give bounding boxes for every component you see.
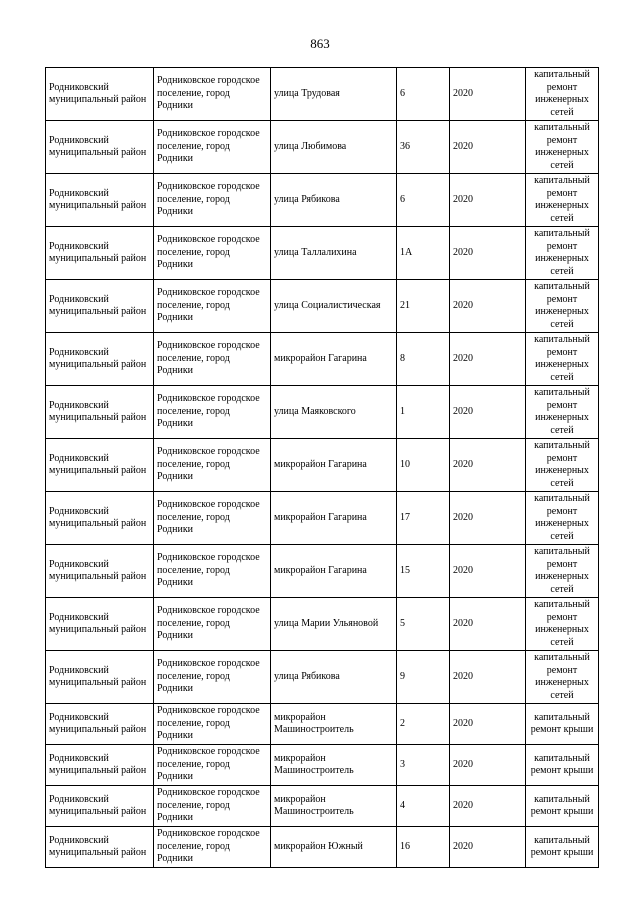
street-cell: улица Любимова xyxy=(271,121,397,174)
year-cell: 2020 xyxy=(450,651,526,704)
table-row xyxy=(46,492,599,545)
house-number-cell: 17 xyxy=(397,492,450,545)
house-number-cell: 36 xyxy=(397,121,450,174)
settlement-cell: Родниковское городское поселение, город Родники xyxy=(154,439,271,492)
street-cell: улица Социалистическая xyxy=(271,280,397,333)
settlement-cell: Родниковское городское поселение, город Родники xyxy=(154,745,271,786)
housing-repair-table xyxy=(45,67,599,868)
street-cell: улица Марии Ульяновой xyxy=(271,598,397,651)
house-number-cell: 6 xyxy=(397,174,450,227)
settlement-cell: Родниковское городское поселение, город Родники xyxy=(154,492,271,545)
work-type-cell: капитальный ремонт крыши xyxy=(526,704,599,745)
street-cell: микрорайон Машиностроитель xyxy=(271,745,397,786)
district-cell: Родниковский муниципальный район xyxy=(46,174,154,227)
district-cell: Родниковский муниципальный район xyxy=(46,227,154,280)
house-number-cell: 1 xyxy=(397,386,450,439)
street-cell: улица Таллалихина xyxy=(271,227,397,280)
district-cell: Родниковский муниципальный район xyxy=(46,704,154,745)
district-cell: Родниковский муниципальный район xyxy=(46,545,154,598)
work-type-cell: капитальный ремонт инженерных сетей xyxy=(526,386,599,439)
settlement-cell: Родниковское городское поселение, город Родники xyxy=(154,227,271,280)
settlement-cell: Родниковское городское поселение, город Родники xyxy=(154,545,271,598)
settlement-cell: Родниковское городское поселение, город Родники xyxy=(154,386,271,439)
house-number-cell: 3 xyxy=(397,745,450,786)
street-cell: микрорайон Гагарина xyxy=(271,333,397,386)
district-cell: Родниковский муниципальный район xyxy=(46,386,154,439)
work-type-cell: капитальный ремонт инженерных сетей xyxy=(526,598,599,651)
table-row xyxy=(46,439,599,492)
table-row xyxy=(46,545,599,598)
table-row xyxy=(46,68,599,121)
settlement-cell: Родниковское городское поселение, город Родники xyxy=(154,786,271,827)
year-cell: 2020 xyxy=(450,227,526,280)
table-row xyxy=(46,121,599,174)
district-cell: Родниковский муниципальный район xyxy=(46,439,154,492)
street-cell: микрорайон Гагарина xyxy=(271,439,397,492)
settlement-cell: Родниковское городское поселение, город Родники xyxy=(154,121,271,174)
street-cell: микрорайон Гагарина xyxy=(271,492,397,545)
district-cell: Родниковский муниципальный район xyxy=(46,68,154,121)
work-type-cell: капитальный ремонт инженерных сетей xyxy=(526,68,599,121)
settlement-cell: Родниковское городское поселение, город Родники xyxy=(154,280,271,333)
year-cell: 2020 xyxy=(450,439,526,492)
house-number-cell: 2 xyxy=(397,704,450,745)
table-row xyxy=(46,827,599,868)
year-cell: 2020 xyxy=(450,386,526,439)
work-type-cell: капитальный ремонт крыши xyxy=(526,745,599,786)
house-number-cell: 16 xyxy=(397,827,450,868)
table-row xyxy=(46,786,599,827)
year-cell: 2020 xyxy=(450,598,526,651)
work-type-cell: капитальный ремонт крыши xyxy=(526,827,599,868)
house-number-cell: 10 xyxy=(397,439,450,492)
district-cell: Родниковский муниципальный район xyxy=(46,121,154,174)
year-cell: 2020 xyxy=(450,492,526,545)
house-number-cell: 4 xyxy=(397,786,450,827)
year-cell: 2020 xyxy=(450,786,526,827)
house-number-cell: 6 xyxy=(397,68,450,121)
street-cell: микрорайон Машиностроитель xyxy=(271,704,397,745)
settlement-cell: Родниковское городское поселение, город Родники xyxy=(154,827,271,868)
house-number-cell: 15 xyxy=(397,545,450,598)
settlement-cell: Родниковское городское поселение, город Родники xyxy=(154,68,271,121)
table-row xyxy=(46,598,599,651)
street-cell: улица Рябикова xyxy=(271,174,397,227)
year-cell: 2020 xyxy=(450,545,526,598)
district-cell: Родниковский муниципальный район xyxy=(46,280,154,333)
street-cell: улица Трудовая xyxy=(271,68,397,121)
table-row xyxy=(46,651,599,704)
table-row xyxy=(46,227,599,280)
district-cell: Родниковский муниципальный район xyxy=(46,598,154,651)
year-cell: 2020 xyxy=(450,333,526,386)
table-row xyxy=(46,386,599,439)
year-cell: 2020 xyxy=(450,174,526,227)
settlement-cell: Родниковское городское поселение, город Родники xyxy=(154,598,271,651)
work-type-cell: капитальный ремонт инженерных сетей xyxy=(526,227,599,280)
table-row xyxy=(46,745,599,786)
street-cell: микрорайон Машиностроитель xyxy=(271,786,397,827)
district-cell: Родниковский муниципальный район xyxy=(46,333,154,386)
district-cell: Родниковский муниципальный район xyxy=(46,492,154,545)
settlement-cell: Родниковское городское поселение, город Родники xyxy=(154,174,271,227)
work-type-cell: капитальный ремонт инженерных сетей xyxy=(526,545,599,598)
district-cell: Родниковский муниципальный район xyxy=(46,651,154,704)
year-cell: 2020 xyxy=(450,704,526,745)
page-number: 863 xyxy=(310,36,330,51)
table-row xyxy=(46,174,599,227)
work-type-cell: капитальный ремонт инженерных сетей xyxy=(526,174,599,227)
year-cell: 2020 xyxy=(450,121,526,174)
table-row xyxy=(46,280,599,333)
street-cell: улица Маяковского xyxy=(271,386,397,439)
year-cell: 2020 xyxy=(450,280,526,333)
house-number-cell: 9 xyxy=(397,651,450,704)
table-row xyxy=(46,333,599,386)
street-cell: микрорайон Южный xyxy=(271,827,397,868)
work-type-cell: капитальный ремонт инженерных сетей xyxy=(526,492,599,545)
district-cell: Родниковский муниципальный район xyxy=(46,745,154,786)
work-type-cell: капитальный ремонт инженерных сетей xyxy=(526,280,599,333)
house-number-cell: 5 xyxy=(397,598,450,651)
settlement-cell: Родниковское городское поселение, город Родники xyxy=(154,704,271,745)
district-cell: Родниковский муниципальный район xyxy=(46,827,154,868)
work-type-cell: капитальный ремонт инженерных сетей xyxy=(526,121,599,174)
work-type-cell: капитальный ремонт инженерных сетей xyxy=(526,439,599,492)
house-number-cell: 1А xyxy=(397,227,450,280)
work-type-cell: капитальный ремонт инженерных сетей xyxy=(526,333,599,386)
house-number-cell: 21 xyxy=(397,280,450,333)
work-type-cell: капитальный ремонт крыши xyxy=(526,786,599,827)
street-cell: улица Рябикова xyxy=(271,651,397,704)
street-cell: микрорайон Гагарина xyxy=(271,545,397,598)
year-cell: 2020 xyxy=(450,68,526,121)
settlement-cell: Родниковское городское поселение, город Родники xyxy=(154,333,271,386)
year-cell: 2020 xyxy=(450,827,526,868)
settlement-cell: Родниковское городское поселение, город Родники xyxy=(154,651,271,704)
house-number-cell: 8 xyxy=(397,333,450,386)
work-type-cell: капитальный ремонт инженерных сетей xyxy=(526,651,599,704)
district-cell: Родниковский муниципальный район xyxy=(46,786,154,827)
table-row xyxy=(46,704,599,745)
year-cell: 2020 xyxy=(450,745,526,786)
